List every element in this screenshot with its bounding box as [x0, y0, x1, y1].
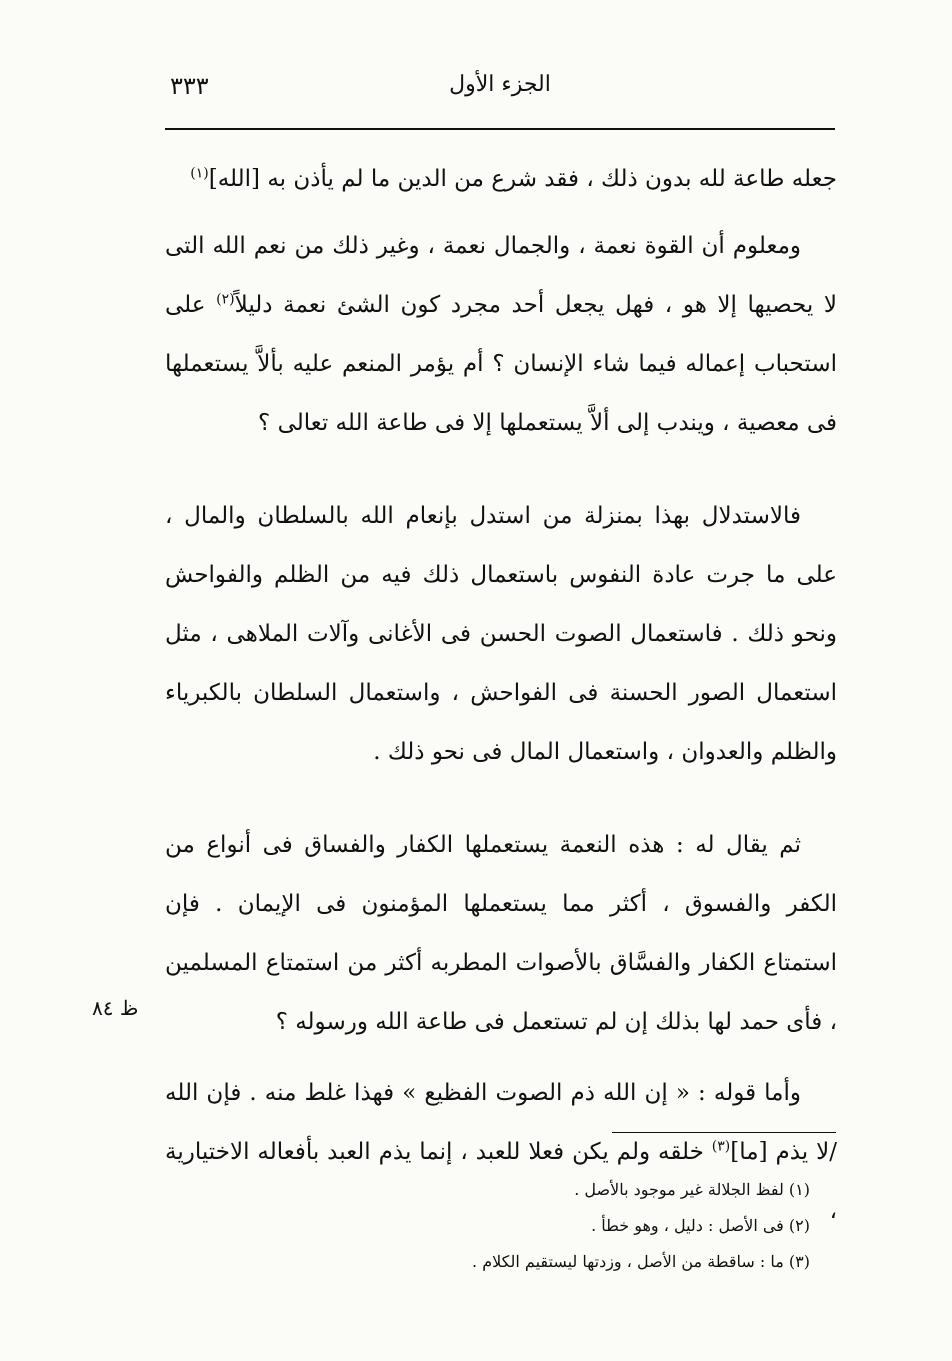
running-head: الجزء الأول — [449, 72, 551, 97]
paragraph-3: فالاستدلال بهذا بمنزلة من استدل بإنعام الله بالسلطان والمال ، على ما جرت عادة النفوس باستعمال ذلك فيه من الظلم والفواحش ونحو ذلك . فاستعمال الصوت الحسن فى الأغانى وآلات الملاهى ، مثل استعمال الصور الحسنة فى الفواحش ، واستعمال السلطان بالكبرياء والظلم والعدوان ، واستعمال المال فى نحو ذلك . — [165, 503, 837, 765]
header-rule — [165, 128, 835, 130]
paragraph-1-text: جعله طاعة لله بدون ذلك ، فقد شرع من الدين ما لم يأذن به [الله] — [208, 166, 837, 192]
paragraph-2 — [165, 217, 837, 453]
footnote-marker-3: (٣) — [711, 1138, 731, 1155]
footnotes — [380, 1172, 810, 1280]
paragraph-2-text: ومعلوم أن القوة نعمة ، والجمال نعمة ، وغير ذلك من نعم الله التى لا يحصيها إلا هو ، فهل يجعل أحد مجرد كون الشئ نعمة دليلاً — [165, 233, 837, 318]
page-header — [160, 68, 840, 108]
page-number: ٣٣٣ — [170, 72, 209, 100]
paragraph-4: ثم يقال له : هذه النعمة يستعملها الكفار والفساق فى أنواع من الكفر والفسوق ، أكثر مما يستعملها المؤمنون فى الإيمان . فإن استمتاع الكفار والفسَّاق بالأصوات المطربه أكثر من استمتاع المسلمين ، فأى حمد لها بذلك إن لم تستعمل فى طاعة الله ورسوله ؟ — [165, 832, 837, 1035]
footnote-2: (٢) فى الأصل : دليل ، وهو خطأ . — [591, 1216, 810, 1235]
footnote-marker-2: (٢) — [216, 291, 235, 308]
main-text — [165, 150, 837, 1241]
margin-note: ظ ٨٤ — [92, 996, 139, 1020]
footnote-rule — [612, 1132, 836, 1133]
paragraph-5-text: وأما قوله : « إن الله ذم الصوت الفظيع » فهذا غلط منه . فإن الله /لا يذم [ما] — [165, 1080, 838, 1165]
paragraph-5-continuation: خلقه ولم يكن فعلا للعبد ، إنما يذم العبد بأفعاله الاختيارية ، — [165, 1139, 837, 1224]
paragraph-1 — [165, 150, 837, 209]
footnote-3: (٣) ما : ساقطة من الأصل ، وزدتها ليستقيم الكلام . — [472, 1252, 810, 1271]
paragraph-2-continuation: على استحباب إعماله فيما شاء الإنسان ؟ أم يؤمر المنعم عليه بألاَّ يستعملها فى معصية ، ويندب إلى ألاَّ يستعملها إلا فى طاعة الله تعالى ؟ — [165, 292, 837, 436]
footnote-marker-1: (١) — [190, 165, 209, 182]
footnote-1: (١) لفظ الجلالة غير موجود بالأصل . — [574, 1180, 810, 1199]
